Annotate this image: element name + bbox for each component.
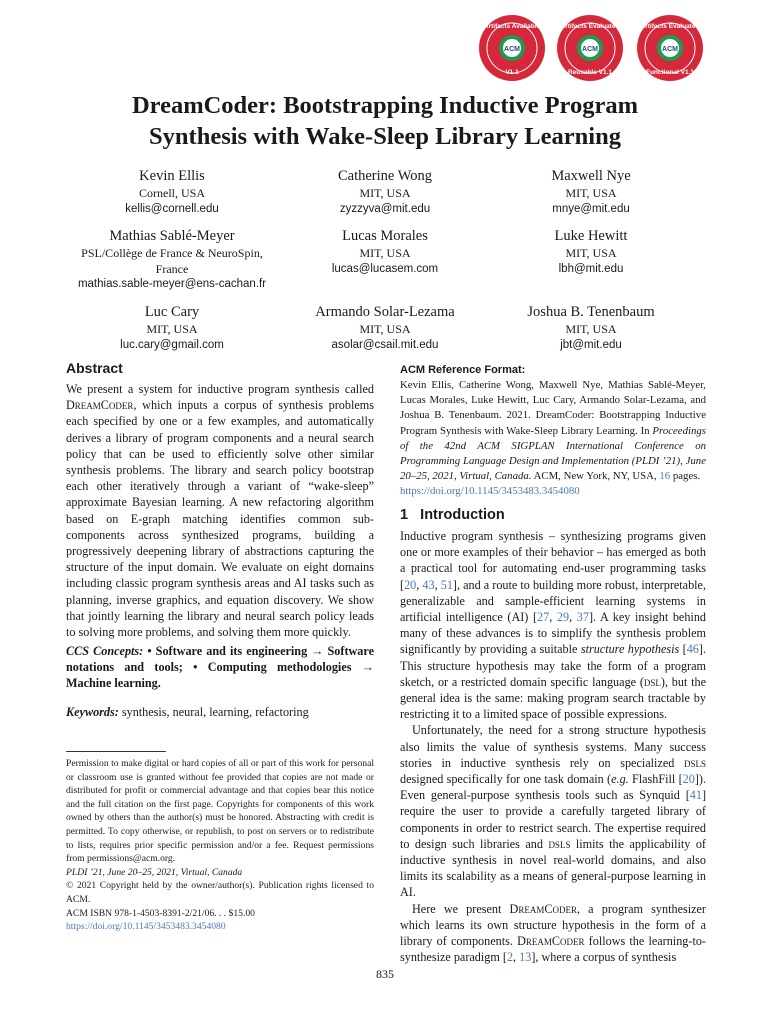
svg-text:ACM: ACM bbox=[662, 46, 678, 53]
permission-text: Permission to make digital or hard copies of all or part of this work for personal or classroom use is granted without fee provided that copies are not made or distributed for profit or commercial advantage and that copies bear this notice and the full citation on the first page. Copyrights for components of this work owned by others than the author(s) must be honored. Abstracting with credit is permitted. To copy otherwise, or republish, to post on servers or to redistribute to lists, requires prior specific permission and/or a fee. Request permissions from permissions@acm.org. bbox=[66, 758, 374, 865]
author-block bbox=[476, 226, 706, 277]
intro-text-run: FlashFill [ bbox=[628, 772, 683, 787]
intro-smallcaps: DreamCoder bbox=[509, 901, 577, 916]
intro-smallcaps: DreamCoder bbox=[517, 934, 585, 949]
author-affiliation: MIT, USA bbox=[565, 322, 617, 336]
ccs-text: • Software and its engineering → Software notations and tools; • Computing methodologies → Machine learning. bbox=[66, 644, 374, 691]
citation-link[interactable]: 43 bbox=[422, 577, 435, 592]
svg-text:Artifacts Available: Artifacts Available bbox=[483, 23, 541, 30]
citation-link[interactable]: 2 bbox=[506, 950, 514, 965]
intro-paragraph-2 bbox=[400, 722, 706, 900]
author-block bbox=[270, 302, 500, 353]
abstract-heading: Abstract bbox=[66, 360, 123, 376]
intro-paragraph-1 bbox=[400, 528, 706, 722]
author-email[interactable]: jbt@mit.edu bbox=[560, 338, 622, 351]
intro-body bbox=[400, 528, 706, 965]
intro-text-run: , bbox=[416, 577, 423, 592]
intro-text-run: ]. This structure hypothesis may take the form of a program sketch, or a restricted domain specific language ( bbox=[400, 642, 706, 689]
svg-text:Reusable V1.1: Reusable V1.1 bbox=[567, 69, 613, 76]
keywords-label: Keywords: bbox=[66, 705, 119, 719]
abstract-text bbox=[66, 381, 374, 640]
author-name: Maxwell Nye bbox=[551, 168, 631, 184]
badge-artifacts-reusable bbox=[556, 14, 624, 82]
author-name: Luke Hewitt bbox=[554, 228, 628, 244]
citation-link[interactable]: 29 bbox=[556, 610, 570, 625]
intro-text-run: , a program synthesizer which learns its own structure hypothesis in the form of a library of components. bbox=[400, 901, 706, 949]
intro-text-run: ] require the user to provide a carefully targeted library of components in order to restrict search. The expertise required to design such libraries and bbox=[400, 788, 706, 851]
system-name: DreamCoder bbox=[66, 398, 134, 413]
intro-text-run: ], and a route to building more robust, interpretable, generalizable and sample-efficient learning systems in artificial intelligence (AI) [ bbox=[400, 577, 707, 625]
author-affiliation: PSL/Collège de France & NeuroSpin, bbox=[81, 246, 263, 260]
author-email[interactable]: kellis@cornell.edu bbox=[125, 202, 219, 215]
author-affiliation: MIT, USA bbox=[359, 246, 411, 260]
intro-emphasis: structure hypothesis bbox=[580, 642, 680, 657]
intro-text-run: , bbox=[434, 577, 441, 592]
author-email[interactable]: lbh@mit.edu bbox=[558, 262, 624, 275]
author-affiliation: MIT, USA bbox=[359, 322, 411, 336]
copyright-line: © 2021 Copyright held by the owner/author(s). Publication rights licensed to ACM. bbox=[66, 880, 374, 905]
author-name: Joshua B. Tenenbaum bbox=[527, 304, 655, 320]
svg-text:Artifacts Evaluated: Artifacts Evaluated bbox=[640, 23, 700, 30]
reference-pages[interactable]: 16 bbox=[659, 470, 671, 483]
author-affiliation: MIT, USA bbox=[146, 322, 198, 336]
intro-smallcaps: dsls bbox=[683, 755, 706, 770]
title-line-2: Synthesis with Wake-Sleep Library Learning bbox=[149, 123, 621, 150]
badge-artifacts-functional bbox=[636, 14, 704, 82]
citation-link[interactable]: 46 bbox=[686, 642, 699, 657]
author-affiliation: MIT, USA bbox=[359, 186, 411, 200]
ccs-label: CCS Concepts: bbox=[66, 644, 144, 658]
citation-link[interactable]: 51 bbox=[440, 577, 453, 592]
badge-artifacts-available bbox=[478, 14, 546, 82]
footnote-rule bbox=[66, 751, 166, 752]
author-name: Catherine Wong bbox=[337, 168, 432, 184]
citation-link[interactable]: 41 bbox=[689, 788, 702, 803]
intro-text-run: ]. A key insight behind many of these advances is to simplify the synthesis problem significantly by providing a suitable bbox=[400, 610, 707, 657]
author-affiliation: MIT, USA bbox=[565, 246, 617, 260]
intro-paragraph-3 bbox=[400, 901, 706, 966]
intro-text-run: follows the learning-to-synthesize paradigm [ bbox=[400, 934, 706, 965]
intro-smallcaps: dsls bbox=[548, 836, 571, 851]
author-block bbox=[270, 226, 500, 277]
isbn-line: ACM ISBN 978-1-4503-8391-2/21/06. . . $15.00 bbox=[66, 907, 255, 919]
citation-link[interactable]: 20 bbox=[682, 772, 695, 787]
citation-link[interactable]: 27 bbox=[537, 610, 550, 625]
author-block bbox=[57, 302, 287, 353]
abstract-text-start: We present a system for inductive program synthesis called bbox=[66, 382, 374, 396]
author-name: Lucas Morales bbox=[342, 228, 428, 244]
intro-emphasis: e.g. bbox=[611, 772, 629, 787]
svg-text:ACM: ACM bbox=[504, 46, 520, 53]
author-block bbox=[57, 226, 287, 293]
author-block bbox=[57, 166, 287, 217]
reference-pages-word: pages. bbox=[670, 470, 701, 483]
svg-text:Functional V1.1: Functional V1.1 bbox=[645, 69, 695, 76]
intro-heading-text: Introduction bbox=[420, 507, 505, 523]
keywords-text: synthesis, neural, learning, refactoring bbox=[118, 705, 309, 719]
svg-text:ACM: ACM bbox=[582, 46, 598, 53]
svg-text:V1.1: V1.1 bbox=[505, 69, 519, 76]
intro-text-run: , bbox=[569, 610, 577, 625]
author-email[interactable]: asolar@csail.mit.edu bbox=[331, 338, 439, 351]
badge-functional-icon bbox=[636, 14, 704, 82]
acm-reference-text bbox=[400, 378, 706, 500]
doi-link[interactable]: https://doi.org/10.1145/3453483.3454080 bbox=[66, 921, 226, 933]
author-name: Armando Solar-Lezama bbox=[315, 304, 455, 320]
intro-text-run: , bbox=[513, 950, 520, 965]
intro-text-run: ), but the general idea is the same: making program search tractable by restricting it to a limited space of possible expressions. bbox=[400, 674, 706, 722]
author-email[interactable]: mathias.sable-meyer@ens-cachan.fr bbox=[77, 278, 267, 290]
author-block bbox=[270, 166, 500, 217]
citation-link[interactable]: 37 bbox=[576, 610, 589, 625]
intro-smallcaps: dsl bbox=[643, 674, 661, 689]
badge-available-icon bbox=[478, 14, 546, 82]
citation-link[interactable]: 20 bbox=[404, 577, 417, 592]
intro-text-run: designed specifically for one task domain ( bbox=[400, 772, 612, 787]
author-name: Mathias Sablé-Meyer bbox=[109, 228, 235, 244]
reference-doi-link[interactable]: https://doi.org/10.1145/3453483.3454080 bbox=[400, 485, 580, 498]
venue-line: PLDI ’21, June 20–25, 2021, Virtual, Canada bbox=[66, 866, 243, 878]
citation-link[interactable]: 13 bbox=[519, 950, 532, 965]
intro-heading bbox=[400, 507, 505, 523]
intro-text-run: , bbox=[549, 610, 557, 625]
author-email[interactable]: mnye@mit.edu bbox=[552, 202, 630, 215]
intro-text-run: Unfortunately, the need for a strong structure hypothesis also limits the value of synthesis systems. Many success stories in inductive synthesis rely on specialized bbox=[400, 723, 706, 770]
badge-reusable-icon bbox=[556, 14, 624, 82]
acm-reference bbox=[400, 364, 706, 500]
author-email[interactable]: zyzzyva@mit.edu bbox=[339, 202, 431, 215]
author-email[interactable]: lucas@lucasem.com bbox=[331, 262, 439, 275]
paper-title bbox=[40, 90, 730, 152]
author-affiliation: Cornell, USA bbox=[139, 186, 205, 200]
author-name: Kevin Ellis bbox=[139, 168, 205, 184]
author-name: Luc Cary bbox=[144, 304, 200, 320]
reference-authors: Kevin Ellis, Catherine Wong, Maxwell Nye, Mathias Sablé-Meyer, Lucas Morales, Luke Hewitt, Luc Cary, Armando Solar-Lezama, and Joshua B. Tenenbaum. 2021. DreamCoder: Bootstrapping Inductive Program Synthesis with Wake-Sleep Library Learning. In bbox=[400, 379, 706, 437]
reference-publisher: ACM, New York, NY, USA, bbox=[531, 470, 660, 483]
intro-text-run: ], where a corpus of synthesis bbox=[531, 950, 677, 965]
title-line-1: DreamCoder: Bootstrapping Inductive Program bbox=[131, 92, 639, 119]
intro-text-run: [ bbox=[679, 642, 687, 657]
intro-text-run: ]). Even general-purpose synthesis tools such as Synquid [ bbox=[400, 772, 706, 803]
intro-text-run: Inductive program synthesis – synthesizing programs given one or more examples of their behavior – has emerged as both a practical tool for automating end-user programming tasks [ bbox=[400, 529, 706, 592]
reference-proceedings: Proceedings of the 42nd ACM SIGPLAN International Conference on Programming Language Design and Implementation (PLDI ’21), June 20–25, 2021, Virtual, Canada. bbox=[400, 424, 706, 483]
acm-reference-heading: ACM Reference Format: bbox=[400, 364, 526, 376]
permission-block bbox=[66, 757, 374, 934]
ccs-concepts bbox=[66, 643, 374, 692]
intro-text-run: Here we present bbox=[412, 901, 510, 916]
author-affiliation: MIT, USA bbox=[565, 186, 617, 200]
author-block bbox=[476, 302, 706, 353]
svg-text:Artifacts Evaluated: Artifacts Evaluated bbox=[560, 23, 620, 30]
intro-text-run: limits the applicability of inductive synthesis in novel real-world domains, and also limits its scalability as a means of general-purpose learning in AI. bbox=[400, 836, 706, 900]
author-affiliation-country: France bbox=[155, 261, 189, 276]
keywords bbox=[66, 704, 374, 720]
author-block bbox=[476, 166, 706, 217]
author-email[interactable]: luc.cary@gmail.com bbox=[120, 338, 224, 351]
abstract-text-rest: , which inputs a corpus of synthesis problems each specified by one or a few examples, and automatically derives a library of program components and a neural search policy that can be used to efficiently solve other similar synthesis problems. The library and search policy bootstrap each other iteratively through a variant of “wake-sleep” approximate Bayesian learning. A new refactoring algorithm based on E-graph matching identifies common sub-components across synthesized programs, building a progressively deepening library of abstractions capturing the structure of the input domain. We evaluate on eight domains including classic program synthesis areas and AI tasks such as planning, inverse graphics, and equation discovery. We show that jointly learning the library and neural search policy leads to solving more problems, and solving them more quickly. bbox=[66, 398, 374, 640]
intro-heading-number: 1 bbox=[400, 507, 409, 523]
page-number: 835 bbox=[376, 967, 394, 981]
